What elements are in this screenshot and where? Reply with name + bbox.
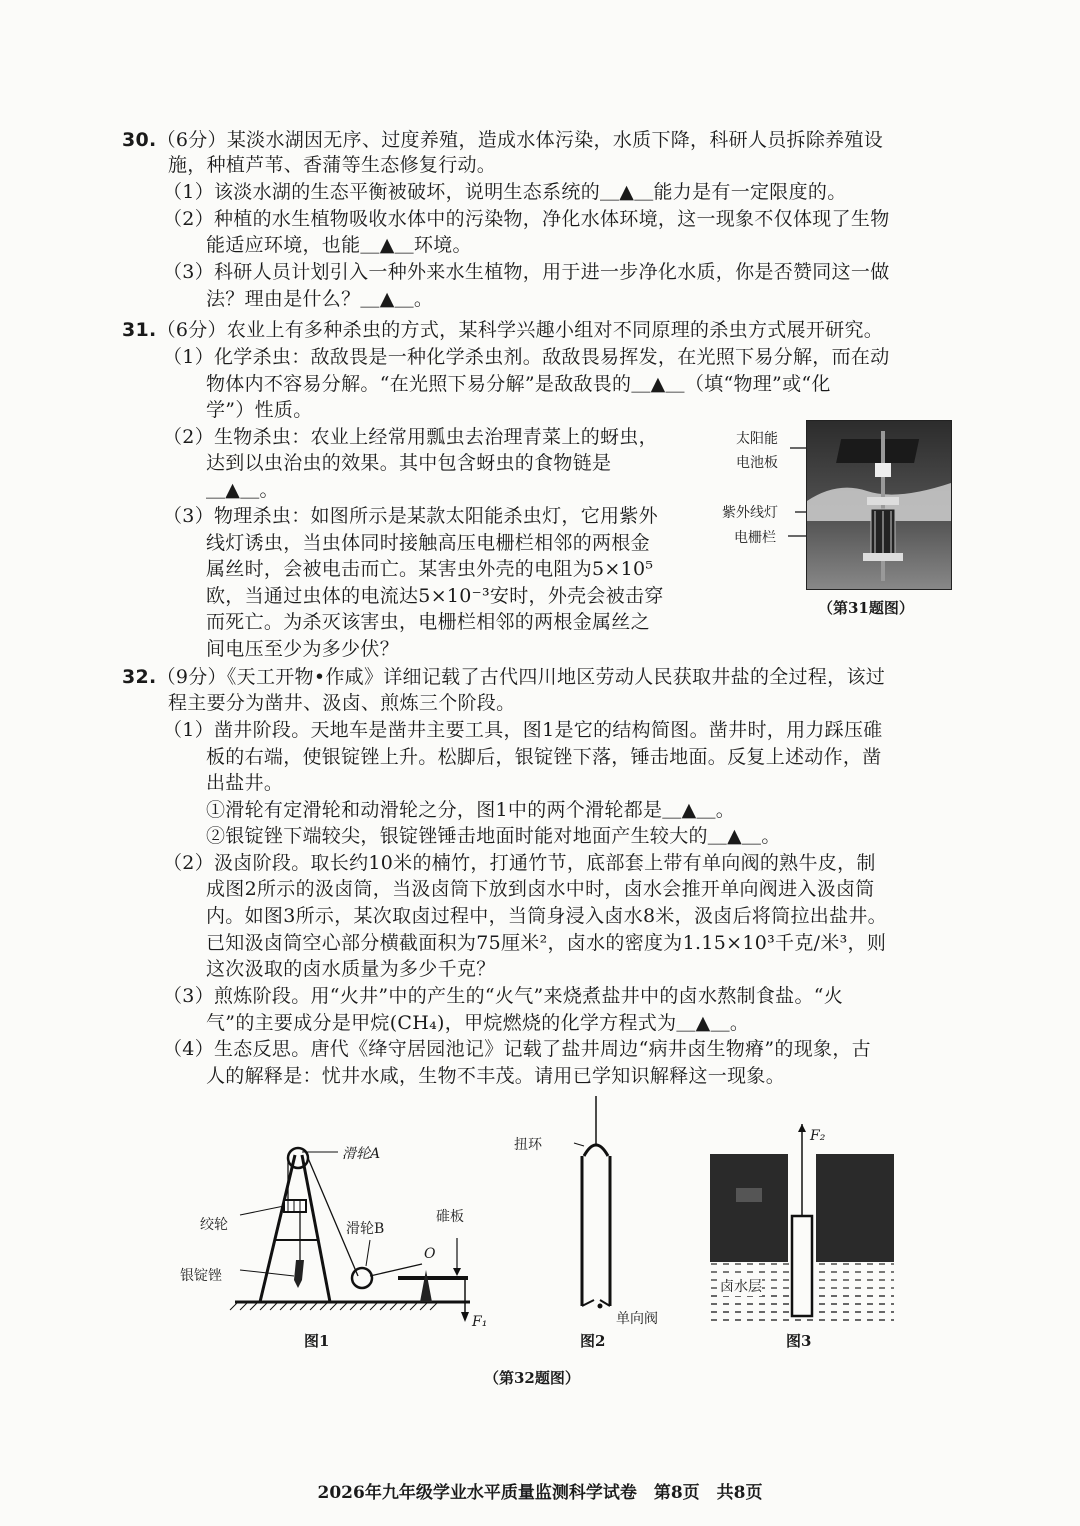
fig1-caption: 图1 bbox=[304, 1332, 330, 1350]
page-footer: 2026年九年级学业水平质量监测科学试卷 第8页 共8页 bbox=[317, 1483, 763, 1503]
fig1-o-label: O bbox=[424, 1246, 436, 1262]
q32-sub-1: （1）凿井阶段。天地车是凿井主要工具，图1是它的结构简图。凿井时，用力踩压碓 bbox=[163, 719, 883, 741]
q32-sub-1-cont2: 出盐井。 bbox=[206, 772, 284, 794]
q30-sub-2-cont: 能适应环境，也能＿▲＿环境。 bbox=[206, 234, 472, 256]
q32-figure-caption: （第32题图） bbox=[484, 1369, 580, 1387]
q32-sub-1-item2: ②银锭锉下端较尖，银锭锉锤击地面时能对地面产生较大的＿▲＿。 bbox=[206, 825, 781, 847]
fig1-winch-label: 绞轮 bbox=[200, 1217, 228, 1233]
fig1-pulley-a-label: 滑轮A bbox=[342, 1146, 381, 1162]
q32-sub-3-cont: 气”的主要成分是甲烷(CH₄)，甲烷燃烧的化学方程式为＿▲＿。 bbox=[206, 1012, 750, 1034]
q30-line-2: 施，种植芦苇、香蒲等生态修复行动。 bbox=[168, 154, 497, 176]
fig2-valve-label: 单向阀 bbox=[616, 1311, 658, 1327]
q31-label-panel: 电池板 bbox=[736, 455, 778, 471]
q31-line-1: 31.（6分）农业上有多种杀虫的方式，某科学兴趣小组对不同原理的杀虫方式展开研究。 bbox=[122, 319, 884, 341]
q31-sub-3-cont2: 属丝时，会被电击而亡。某害虫外壳的电阻为5×10⁵ bbox=[206, 558, 654, 580]
q31-sub-3-cont: 线灯诱虫，当虫体同时接触高压电栅栏相邻的两根金 bbox=[206, 532, 650, 554]
fig2-ring-label: 扭环 bbox=[514, 1137, 542, 1153]
q32-sub-2-cont: 成图2所示的汲卤筒，当汲卤筒下放到卤水中时，卤水会推开单向阀进入汲卤筒 bbox=[206, 878, 875, 900]
q32-sub-2-cont3: 已知汲卤筒空心部分横截面积为75厘米²，卤水的密度为1.15×10³千克/米³，则 bbox=[206, 932, 887, 954]
fig3-f2-label: F₂ bbox=[810, 1128, 826, 1144]
q31-sub-2-blank: ＿▲＿。 bbox=[206, 479, 279, 501]
q31-sub-3: （3）物理杀虫：如图所示是某款太阳能杀虫灯，它用紫外 bbox=[163, 505, 658, 527]
q32-sub-4-cont: 人的解释是：忧井水咸，生物不丰茂。请用已学知识解释这一现象。 bbox=[206, 1065, 786, 1087]
q32-sub-3: （3）煎炼阶段。用“火井”中的产生的“火气”来烧煮盐井中的卤水熬制食盐。“火 bbox=[163, 985, 844, 1007]
q31-label-solar: 太阳能 bbox=[736, 431, 778, 447]
fig1-f1-label: F₁ bbox=[472, 1314, 488, 1330]
q31-sub-1-cont2: 学”）性质。 bbox=[206, 399, 313, 421]
q32-sub-1-item1: ①滑轮有定滑轮和动滑轮之分，图1中的两个滑轮都是＿▲＿。 bbox=[206, 799, 736, 821]
q31-sub-2-cont: 达到以虫治虫的效果。其中包含蚜虫的食物链是 bbox=[206, 452, 612, 474]
q31-figure-caption: （第31题图） bbox=[818, 599, 914, 617]
q32-sub-4: （4）生态反思。唐代《绛守居园池记》记载了盐井周边“病井卤生物瘠”的现象，古 bbox=[163, 1038, 871, 1060]
q30-sub-3: （3）科研人员计划引入一种外来水生植物，用于进一步净化水质，你是否赞同这一做 bbox=[163, 261, 890, 283]
q31-sub-1-cont: 物体内不容易分解。“在光照下易分解”是敌敌畏的＿▲＿（填“物理”或“化 bbox=[206, 373, 831, 395]
q32-sub-2: （2）汲卤阶段。取长约10米的楠竹，打通竹节，底部套上带有单向阀的熟牛皮，制 bbox=[163, 852, 876, 874]
q32-sub-1-cont: 板的右端，使银锭锉上升。松脚后，银锭锉下落，锤击地面。反复上述动作，凿 bbox=[206, 746, 882, 768]
q31-sub-1: （1）化学杀虫：敌敌畏是一种化学杀虫剂。敌敌畏易挥发，在光照下易分解，而在动 bbox=[163, 346, 890, 368]
q32-sub-2-cont2: 内。如图3所示，某次取卤过程中，当筒身浸入卤水8米，汲卤后将筒拉出盐井。 bbox=[206, 905, 887, 927]
q31-label-fence: 电栅栏 bbox=[734, 530, 776, 546]
q31-sub-3-cont4: 而死亡。为杀灭该害虫，电栅栏相邻的两根金属丝之 bbox=[206, 611, 650, 633]
solar-insect-lamp-photo bbox=[806, 420, 952, 590]
q32-sub-2-cont4: 这次汲取的卤水质量为多少千克？ bbox=[206, 958, 496, 980]
q30-sub-1: （1）该淡水湖的生态平衡被破坏，说明生态系统的＿▲＿能力是有一定限度的。 bbox=[163, 181, 847, 203]
q30-sub-2: （2）种植的水生植物吸收水体中的污染物，净化水体环境，这一现象不仅体现了生物 bbox=[163, 208, 890, 230]
fig1-pulley-b-label: 滑轮B bbox=[346, 1221, 385, 1237]
q32-line-1: 32.（9分）《天工开物•作咸》详细记载了古代四川地区劳动人民获取井盐的全过程，该过 bbox=[122, 666, 886, 688]
q30-number: 30. bbox=[122, 129, 157, 151]
fig1-hammer-label: 银锭锉 bbox=[180, 1268, 222, 1284]
fig2-caption: 图2 bbox=[580, 1332, 606, 1350]
q31-sub-2: （2）生物杀虫：农业上经常用瓢虫去治理青菜上的蚜虫， bbox=[163, 426, 658, 448]
fig3-caption: 图3 bbox=[786, 1332, 812, 1350]
fig1-board-label: 碓板 bbox=[436, 1209, 464, 1225]
q32-line-2: 程主要分为凿井、汲卤、煎炼三个阶段。 bbox=[168, 692, 516, 714]
q30-line-1: 30.（6分）某淡水湖因无序、过度养殖，造成水体污染，水质下降，科研人员拆除养殖设 bbox=[122, 129, 884, 151]
q30-sub-3-cont: 法？理由是什么？＿▲＿。 bbox=[206, 288, 434, 310]
q31-sub-3-cont3: 欧，当通过虫体的电流达5×10⁻³安时，外壳会被击穿 bbox=[206, 585, 664, 607]
q31-sub-3-cont5: 间电压至少为多少伏？ bbox=[206, 638, 400, 660]
q31-label-uv: 紫外线灯 bbox=[722, 505, 778, 521]
q32-number: 32. bbox=[122, 666, 157, 688]
q31-number: 31. bbox=[122, 319, 157, 341]
fig3-layer-label: 卤水层 bbox=[720, 1276, 762, 1296]
figure-2-diagram bbox=[560, 1096, 640, 1316]
